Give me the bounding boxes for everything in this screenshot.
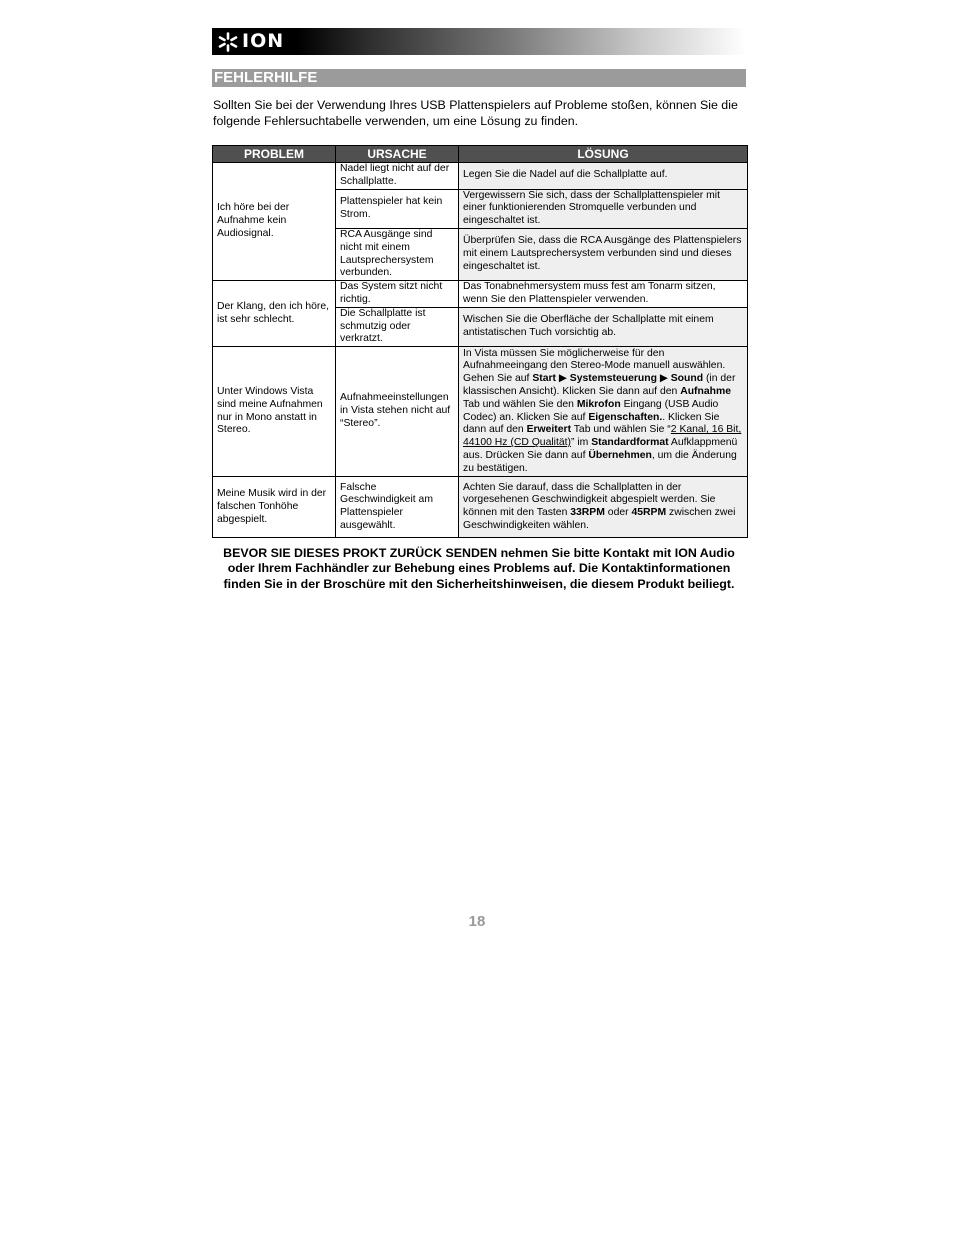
page-number: 18 <box>468 913 486 930</box>
cause-cell: RCA Ausgänge sind nicht mit einem Lautsprechersystem verbunden. <box>336 228 459 280</box>
header-bar <box>212 28 746 55</box>
cause-cell: Nadel liegt nicht auf der Schallplatte. <box>336 163 459 190</box>
problem-cell: Ich höre bei der Aufnahme kein Audiosignal. <box>213 163 336 281</box>
cause-cell <box>336 347 459 477</box>
solution-cell: Überprüfen Sie, dass die RCA Ausgänge des Plattenspielers mit einem Lautsprechersystem verbunden sind und dieses eingeschaltet ist. <box>459 228 748 280</box>
cause-cell: Falsche Geschwindigkeit am Plattenspieler ausgewählt. <box>336 477 459 538</box>
logo-text: ION <box>242 30 285 52</box>
solution-cell: Achten Sie darauf, dass die Schallplatten in der vorgesehenen Geschwindigkeit abgespielt werden. Sie können mit den Tasten 33RPM oder 45RPM zwischen zwei Geschwindigkeiten wählen. <box>459 477 748 538</box>
cause-cell: Das System sitzt nicht richtig. <box>336 281 459 308</box>
solution-cell: In Vista müssen Sie möglicherweise für den Aufnahmeeingang den Stereo-Mode manuell auswählen. Gehen Sie auf Start ▶ Systemsteuerung ▶ Sound (in der klassischen Ansicht). Klicken Sie dann auf den Aufnahme Tab und wählen Sie den Mikrofon Eingang (USB Audio Codec) an. Klicken Sie auf Eigenschaften.. Klicken Sie dann auf den Erweitert Tab und wählen Sie “2 Kanal, 16 Bit, 44100 Hz (CD Qualität)” im Standardformat Aufklappmenü aus. Drücken Sie dann auf Übernehmen, um die Änderung zu bestätigen. <box>459 347 748 477</box>
solution-cell: Legen Sie die Nadel auf die Schallplatte auf. <box>459 163 748 190</box>
table-row <box>213 281 748 308</box>
return-notice: BEVOR SIE DIESES PROKT ZURÜCK SENDEN nehmen Sie bitte Kontakt mit ION Audio oder Ihrem Fachhändler zur Behebung eines Problems auf. Die Kontaktinformationen finden Sie in der Broschüre mit den Sicherheitshinweisen, die diesem Produkt beiliegt. <box>223 546 735 591</box>
cause-cell: Plattenspieler hat kein Strom. <box>336 189 459 228</box>
starburst-icon <box>218 32 238 52</box>
header-solution: LÖSUNG <box>459 146 748 163</box>
table-row <box>213 163 748 190</box>
cause-cell: Die Schallplatte ist schmutzig oder verkratzt. <box>336 307 459 346</box>
header-problem: PROBLEM <box>213 146 336 163</box>
cause-text: Aufnahmeeinstellungen in Vista stehen nicht auf “Stereo”. <box>340 392 451 430</box>
header-cause: URSACHE <box>336 146 459 163</box>
solution-cell: Wischen Sie die Oberfläche der Schallplatte mit einem antistatischen Tuch vorsichtig ab. <box>459 307 748 346</box>
table-header-row <box>213 146 748 163</box>
problem-cell: Der Klang, den ich höre, ist sehr schlecht. <box>213 281 336 347</box>
problem-cell: Unter Windows Vista sind meine Aufnahmen nur in Mono anstatt in Stereo. <box>213 347 336 477</box>
section-title: FEHLERHILFE <box>214 69 318 86</box>
troubleshooting-table <box>212 145 748 538</box>
problem-cell: Meine Musik wird in der falschen Tonhöhe abgespielt. <box>213 477 336 538</box>
solution-cell: Vergewissern Sie sich, dass der Schallplattenspieler mit einer funktionierenden Stromquelle verbunden und eingeschaltet ist. <box>459 189 748 228</box>
ion-logo <box>218 31 284 52</box>
intro-paragraph: Sollten Sie bei der Verwendung Ihres USB Plattenspielers auf Probleme stoßen, können Sie die folgende Fehlersuchtabelle verwenden, um eine Lösung zu finden. <box>213 98 738 128</box>
solution-cell: Das Tonabnehmersystem muss fest am Tonarm sitzen, wenn Sie den Plattenspieler verwenden. <box>459 281 748 308</box>
section-header <box>212 69 746 87</box>
table-row <box>213 347 748 477</box>
table-row <box>213 477 748 538</box>
